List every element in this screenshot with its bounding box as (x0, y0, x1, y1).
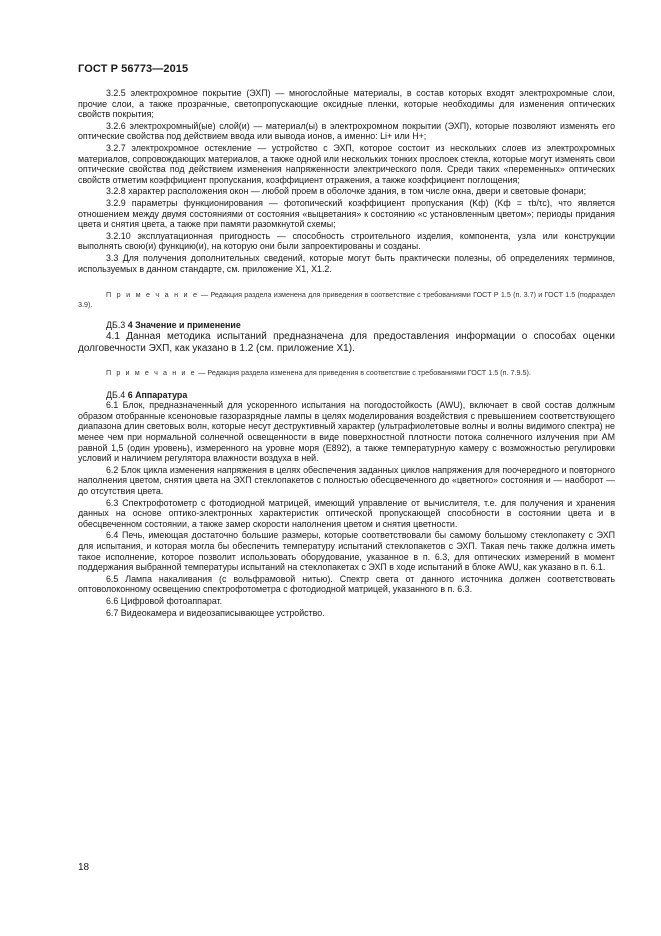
section-4-heading (78, 320, 615, 331)
note-text: — Редакция раздела изменена для приведения в соответствие с требованиями ГОСТ Р 1.5 (п. 3.7) и ГОСТ 1.5 (подраздел 3.9). (78, 290, 615, 310)
apparatus-paragraph: 6.5 Лампа накаливания (с вольфрамовой нитью). Спектр света от данного источника должен соответствовать оптоволоконному освещению спектрофотометра с фотодиодной матрицей, указанного в п. 6.3. (78, 573, 615, 595)
page-number: 18 (78, 862, 90, 873)
section-number: ДБ.3 (106, 320, 128, 331)
definition-paragraph: 3.2.8 характер расположения окон — любой проем в оболочке здания, в том числе окна, двери и световые фонари; (106, 186, 587, 197)
section-4-paragraph: 4.1 Данная методика испытаний предназначена для предоставления информации о способах оценки долговечности ЭХП, как указано в 1.2 (см. приложение Х1). (78, 330, 615, 355)
section-title: 4 Значение и применение (127, 320, 241, 331)
note-2 (78, 368, 615, 378)
definition-paragraph: 3.2.6 электрохромный(ые) слой(и) — материал(ы) в электрохромном покрытии (ЭХП), которые позволяют изменять его оптические свойства под действием ввода или вывода ионов, а именно: Li+ или H+; (78, 120, 615, 142)
apparatus-paragraph: 6.3 Спектрофотометр с фотодиодной матрицей, имеющий управление от вычислителя, т.е. для получения и хранения данных на основе оптико-электронных характеристик оптической пропускающей способности в состоянии цвета и в обесцвеченном состоянии, а также замер скорости наполнения цветом и снятия цветности. (78, 497, 615, 529)
apparatus-paragraph: 6.4 Печь, имеющая достаточно большие размеры, которые соответствовали бы самому большому стеклопакету с ЭХП для испытания, и которая могла бы обеспечить температуру испытаний стеклопакетов с ЭХП. Такая печь также должна иметь такое исполнение, которое позволит использовать оборудование, указанное в п. 6.3, для оптических измерений в момент поддержания выбранной температуры испытаний на стеклопакетах с ЭХП в ходе испытаний в блоке AWU, как указано в п. 6.1. (78, 530, 615, 573)
apparatus-paragraph: 6.6 Цифровой фотоаппарат. (106, 595, 223, 606)
apparatus-paragraph: 6.1 Блок, предназначенный для ускоренного испытания на погодостойкость (AWU), включает в свой состав должным образом отобранные ксеноновые газоразрядные лампы в целях моделирования воздействия с превышением соответствующего диапазона длин световых волн, которые несут деструктивный характер (ультрафиолетовые волны и волны видимого спектра) не менее чем при нормальной солнечной освещенности в виде поверхностной плотности потока солнечного излучения при AM равной 1,5 (один уровень), измеренного на уровне моря (E892), а также температурную камеру с возможностью регулировки условий и наличием регулятора влажности воздуха в ней. (78, 400, 615, 464)
note-1 (78, 290, 615, 310)
section-title: 6 Аппаратура (127, 389, 188, 400)
document-body (78, 88, 615, 619)
note-text: — Редакция раздела изменена для приведения в соответствие с требованиями ГОСТ 1.5 (п. 7.9.5). (196, 367, 531, 377)
section-6-heading (78, 390, 615, 401)
definition-paragraph: 3.2.7 электрохромное остекление — устройство с ЭХП, которое состоит из нескольких слоев из электрохромных материалов, сопровождающих материалов, а также одной или нескольких тонких прослоек стекла, которые могут изменять свои оптические свойства под действием изменения напряженности электрического поля. Среди таких «переменных» оптических свойств отметим коэффициент пропускания, коэффициент отражения, а также коэффициент поглощения; (78, 142, 615, 185)
note-label: П р и м е ч а н и е (106, 367, 197, 377)
definition-paragraph: 3.2.9 параметры функционирования — фотопический коэффициент пропускания (Kф) (Kф = τb/τc), что является отношением между двумя состояниями от состояния «выцветания» к состоянию «с установленным цветом»; периоды придания цвета и снятия цвета, а также при памяти разомкнутой схемы; (78, 197, 615, 230)
definition-paragraph: 3.3 Для получения дополнительных сведений, которые могут быть практически полезны, об определениях терминов, используемых в данном стандарте, см. приложение Х1, Х1.2. (78, 252, 615, 274)
apparatus-paragraph: 6.7 Видеокамера и видеозаписывающее устройство. (106, 607, 325, 618)
definition-paragraph: 3.2.5 электрохромное покрытие (ЭХП) — многослойные материалы, в состав которых входят электрохромные слои, прочие слои, а также прозрачные, светопропускающие оксидные пленки, которые необходимы для изменения оптических свойств покрытия; (78, 88, 615, 120)
apparatus-paragraph: 6.2 Блок цикла изменения напряжения в целях обеспечения заданных циклов напряжения для поочередного и повторного наполнения цветом, снятия цвета на ЭХП стеклопакетов с полностью обесцвеченного до «цветного» состояния и — наоборот — до отсутствия цвета. (78, 464, 615, 497)
note-label: П р и м е ч а н и е (106, 290, 199, 300)
section-number: ДБ.4 (106, 389, 128, 400)
document-header: ГОСТ Р 56773—2015 (78, 63, 189, 75)
definition-paragraph: 3.2.10 эксплуатационная пригодность — способность строительного изделия, компонента, узла или конструкции выполнять свою(и) функцию(и), на которую они были запроектированы и созданы. (78, 230, 615, 252)
